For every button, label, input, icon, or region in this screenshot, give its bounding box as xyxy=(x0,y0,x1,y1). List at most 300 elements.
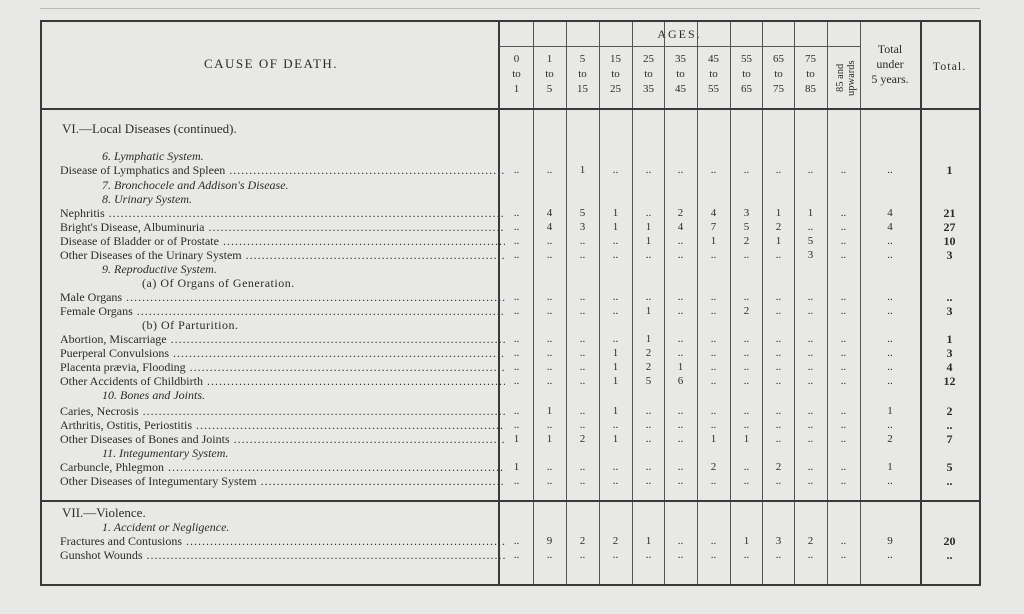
ages-header: AGES. xyxy=(657,27,702,41)
under-5-value-cell: .. xyxy=(887,347,893,359)
subgroup-heading: (a) Of Organs of Generation. xyxy=(142,276,295,290)
age-value-cell: 6 xyxy=(677,375,684,387)
age-value-cell: 4 xyxy=(710,207,717,219)
row-label-text: Placenta prævia, Flooding ..... xyxy=(60,360,505,374)
age-value-cell: 1 xyxy=(612,221,619,233)
age-value-cell: .. xyxy=(513,535,520,547)
total-value-cell: 21 xyxy=(943,206,956,220)
age-value-cell: .. xyxy=(677,461,684,473)
age-value-cell: .. xyxy=(710,405,717,417)
age-value-cell: .. xyxy=(775,405,782,417)
age-value-cell: 1 xyxy=(807,207,814,219)
age-value-cell: .. xyxy=(513,375,520,387)
age-value-cell: 1 xyxy=(743,535,750,547)
age-value-cell: .. xyxy=(743,419,750,431)
age-value-cell: .. xyxy=(677,419,684,431)
age-value-cell: .. xyxy=(743,361,750,373)
age-value-cell: 2 xyxy=(645,361,652,373)
total-value-cell: 3 xyxy=(946,304,953,318)
total-value-cell: 1 xyxy=(946,332,953,346)
age-value-cell: .. xyxy=(513,361,520,373)
age-value-cell: .. xyxy=(612,235,619,247)
age-value-cell: 2 xyxy=(775,221,782,233)
age-value-cell: .. xyxy=(743,347,750,359)
row-label-text: Bright's Disease, Albuminuria ..... xyxy=(60,220,505,234)
age-value-cell: .. xyxy=(546,461,553,473)
age-value-cell: .. xyxy=(546,305,553,317)
age-value-cell: .. xyxy=(645,549,652,561)
age-value-cell: .. xyxy=(579,333,586,345)
age-value-cell: .. xyxy=(513,207,520,219)
mortality-table xyxy=(40,20,981,586)
age-value-cell: .. xyxy=(546,375,553,387)
age-value-cell: .. xyxy=(612,333,619,345)
row-label-text: Gunshot Wounds ..... xyxy=(60,548,505,562)
age-value-cell: 5 xyxy=(807,235,814,247)
age-value-cell: .. xyxy=(775,333,782,345)
age-value-cell: .. xyxy=(579,375,586,387)
age-value-cell: .. xyxy=(612,549,619,561)
age-value-cell: .. xyxy=(710,535,717,547)
category-heading: 8. Urinary System. xyxy=(102,192,192,206)
total-value-cell: 20 xyxy=(943,534,956,548)
cause-of-death-header: CAUSE OF DEATH. xyxy=(203,56,339,71)
age-value-cell: .. xyxy=(743,375,750,387)
age-column-header: 5 to 15 xyxy=(577,53,588,95)
ages-underline xyxy=(499,46,860,47)
age-value-cell: 2 xyxy=(612,535,619,547)
age-value-cell: .. xyxy=(840,535,847,547)
age-value-cell: .. xyxy=(807,405,814,417)
age-value-cell: .. xyxy=(807,164,814,176)
age-value-cell: 1 xyxy=(612,361,619,373)
age-value-cell: .. xyxy=(513,419,520,431)
age-value-cell: .. xyxy=(579,419,586,431)
age-value-cell: 4 xyxy=(546,221,553,233)
age-value-cell: 1 xyxy=(513,461,520,473)
age-value-cell: .. xyxy=(612,305,619,317)
total-value-cell: .. xyxy=(946,548,953,562)
category-heading: 10. Bones and Joints. xyxy=(102,388,205,402)
row-label-text: Other Diseases of Integumentary System ..... xyxy=(60,474,505,488)
row-label-text: Disease of Lymphatics and Spleen ..... xyxy=(60,163,505,177)
under-5-value-cell: 4 xyxy=(887,207,893,219)
age-value-cell: 1 xyxy=(645,535,652,547)
age-value-cell: .. xyxy=(513,249,520,261)
row-label xyxy=(60,163,505,177)
age-value-cell: 5 xyxy=(743,221,750,233)
age-value-cell: 1 xyxy=(546,405,553,417)
age-value-cell: 2 xyxy=(743,235,750,247)
age-value-cell: 2 xyxy=(579,535,586,547)
header-divider xyxy=(42,108,979,110)
under-5-value-cell: 4 xyxy=(887,221,893,233)
age-value-cell: 2 xyxy=(710,461,717,473)
age-value-cell: .. xyxy=(840,221,847,233)
total-header: Total. xyxy=(932,59,967,73)
row-label xyxy=(60,346,505,360)
age-value-cell: 1 xyxy=(612,433,619,445)
under-5-value-cell: .. xyxy=(887,475,893,487)
age-value-cell: .. xyxy=(743,291,750,303)
age-value-cell: .. xyxy=(710,347,717,359)
age-value-cell: .. xyxy=(546,347,553,359)
page-top-edge xyxy=(40,0,980,9)
under-5-value-cell: .. xyxy=(887,375,893,387)
age-value-cell: .. xyxy=(807,333,814,345)
age-value-cell: .. xyxy=(710,549,717,561)
row-label-text: Other Accidents of Childbirth ..... xyxy=(60,374,505,388)
age-value-cell: .. xyxy=(612,419,619,431)
age-value-cell: 1 xyxy=(612,207,619,219)
age-value-cell: 1 xyxy=(645,221,652,233)
age-value-cell: .. xyxy=(710,333,717,345)
row-label xyxy=(60,460,505,474)
age-value-cell: .. xyxy=(612,475,619,487)
age-value-cell: .. xyxy=(743,164,750,176)
row-label-text: Puerperal Convulsions ..... xyxy=(60,346,505,360)
age-value-cell: .. xyxy=(743,405,750,417)
age-value-cell: .. xyxy=(677,305,684,317)
age-value-cell: 4 xyxy=(677,221,684,233)
age-value-cell: .. xyxy=(840,235,847,247)
total-value-cell: 3 xyxy=(946,248,953,262)
age-value-cell: .. xyxy=(775,549,782,561)
total-value-cell: 10 xyxy=(943,234,956,248)
age-value-cell: .. xyxy=(775,475,782,487)
age-value-cell: 1 xyxy=(743,433,750,445)
under-5-value-cell: 9 xyxy=(887,535,893,547)
age-value-cell: .. xyxy=(546,333,553,345)
age-value-cell: .. xyxy=(710,249,717,261)
age-value-cell: .. xyxy=(710,291,717,303)
age-value-cell: .. xyxy=(677,333,684,345)
age-value-cell: .. xyxy=(546,164,553,176)
row-label-text: Other Diseases of the Urinary System ..... xyxy=(60,248,505,262)
age-value-cell: .. xyxy=(546,249,553,261)
age-value-cell: .. xyxy=(579,235,586,247)
age-value-cell: .. xyxy=(612,249,619,261)
subgroup-heading: (b) Of Parturition. xyxy=(142,318,239,332)
age-value-cell: .. xyxy=(513,221,520,233)
age-value-cell: .. xyxy=(546,235,553,247)
row-label-text: Abortion, Miscarriage ..... xyxy=(60,332,505,346)
age-column-header: 55 to 65 xyxy=(741,53,752,95)
section-heading: VI.—Local Diseases (continued). xyxy=(62,121,237,136)
age-value-cell: .. xyxy=(546,419,553,431)
age-value-cell: .. xyxy=(677,433,684,445)
age-value-cell: 1 xyxy=(513,433,520,445)
age-value-cell: .. xyxy=(579,549,586,561)
age-value-cell: .. xyxy=(775,419,782,431)
age-value-cell: 1 xyxy=(710,235,717,247)
age-value-cell: 5 xyxy=(645,375,652,387)
age-value-cell: .. xyxy=(677,235,684,247)
age-value-cell: .. xyxy=(579,305,586,317)
total-value-cell: 4 xyxy=(946,360,953,374)
age-value-cell: .. xyxy=(677,291,684,303)
total-value-cell: 27 xyxy=(943,220,956,234)
age-value-cell: .. xyxy=(579,291,586,303)
category-heading: 7. Bronchocele and Addison's Disease. xyxy=(102,178,289,192)
age-value-cell: 1 xyxy=(677,361,684,373)
age-value-cell: 1 xyxy=(645,305,652,317)
under-5-value-cell: 2 xyxy=(887,433,893,445)
age-value-cell: 3 xyxy=(807,249,814,261)
total-value-cell: 12 xyxy=(943,374,956,388)
age-value-cell: .. xyxy=(645,405,652,417)
under-5-value-cell: .. xyxy=(887,333,893,345)
age-value-cell: .. xyxy=(807,375,814,387)
row-label xyxy=(60,474,505,488)
under-5-value-cell: .. xyxy=(887,249,893,261)
age-column-header: 85 and upwards xyxy=(835,60,857,96)
age-value-cell: .. xyxy=(840,164,847,176)
age-column-header: 25 to 35 xyxy=(643,53,654,95)
age-value-cell: .. xyxy=(710,305,717,317)
row-label xyxy=(60,534,505,548)
under-5-value-cell: .. xyxy=(887,549,893,561)
age-value-cell: .. xyxy=(807,549,814,561)
total-value-cell: 5 xyxy=(946,460,953,474)
row-label xyxy=(60,248,505,262)
age-value-cell: .. xyxy=(513,549,520,561)
age-value-cell: 1 xyxy=(710,433,717,445)
age-value-cell: 1 xyxy=(612,375,619,387)
age-value-cell: .. xyxy=(775,164,782,176)
age-value-cell: .. xyxy=(513,347,520,359)
age-value-cell: 4 xyxy=(546,207,553,219)
age-value-cell: .. xyxy=(840,549,847,561)
age-value-cell: .. xyxy=(840,433,847,445)
age-value-cell: .. xyxy=(546,291,553,303)
age-value-cell: .. xyxy=(546,549,553,561)
age-value-cell: .. xyxy=(645,433,652,445)
total-value-cell: .. xyxy=(946,474,953,488)
age-value-cell: .. xyxy=(840,361,847,373)
age-column-header: 15 to 25 xyxy=(610,53,621,95)
total-value-cell: 2 xyxy=(946,404,953,418)
row-label-text: Other Diseases of Bones and Joints ..... xyxy=(60,432,505,446)
age-value-cell: 2 xyxy=(743,305,750,317)
age-value-cell: .. xyxy=(807,221,814,233)
age-value-cell: .. xyxy=(546,475,553,487)
row-label xyxy=(60,374,505,388)
row-label-text: Caries, Necrosis ..... xyxy=(60,404,505,418)
age-value-cell: .. xyxy=(840,291,847,303)
age-value-cell: .. xyxy=(710,361,717,373)
age-value-cell: .. xyxy=(840,475,847,487)
row-label xyxy=(60,432,505,446)
age-value-cell: .. xyxy=(579,461,586,473)
age-value-cell: .. xyxy=(710,164,717,176)
age-value-cell: .. xyxy=(807,461,814,473)
row-label xyxy=(60,418,505,432)
age-value-cell: .. xyxy=(677,405,684,417)
age-value-cell: .. xyxy=(677,164,684,176)
age-value-cell: .. xyxy=(840,405,847,417)
row-label-text: Carbuncle, Phlegmon ..... xyxy=(60,460,505,474)
age-value-cell: .. xyxy=(840,461,847,473)
age-column-header: 45 to 55 xyxy=(708,53,719,95)
row-label xyxy=(60,206,505,220)
age-value-cell: .. xyxy=(775,305,782,317)
age-value-cell: .. xyxy=(807,347,814,359)
age-column-header: 1 to 5 xyxy=(545,53,554,95)
total-value-cell: 7 xyxy=(946,432,953,446)
age-value-cell: .. xyxy=(579,347,586,359)
under-5-value-cell: .. xyxy=(887,305,893,317)
age-value-cell: .. xyxy=(775,375,782,387)
age-value-cell: 1 xyxy=(645,333,652,345)
row-label xyxy=(60,304,505,318)
age-value-cell: .. xyxy=(513,405,520,417)
category-heading: 6. Lymphatic System. xyxy=(102,149,204,163)
age-column-header: 0 to 1 xyxy=(512,53,521,95)
total-value-cell: .. xyxy=(946,418,953,432)
category-heading: 9. Reproductive System. xyxy=(102,262,217,276)
age-value-cell: .. xyxy=(645,291,652,303)
age-value-cell: 5 xyxy=(579,207,586,219)
age-value-cell: .. xyxy=(807,305,814,317)
age-value-cell: 2 xyxy=(645,347,652,359)
age-value-cell: .. xyxy=(513,305,520,317)
age-value-cell: 2 xyxy=(677,207,684,219)
age-value-cell: .. xyxy=(579,475,586,487)
age-value-cell: .. xyxy=(710,419,717,431)
row-label xyxy=(60,548,505,562)
row-label-text: Nephritis ..... xyxy=(60,206,505,220)
under-5-value-cell: .. xyxy=(887,291,893,303)
age-value-cell: .. xyxy=(710,475,717,487)
total-value-cell: 1 xyxy=(946,163,953,177)
under-5-value-cell: 1 xyxy=(887,405,893,417)
age-value-cell: 9 xyxy=(546,535,553,547)
age-value-cell: 3 xyxy=(775,535,782,547)
age-value-cell: .. xyxy=(513,291,520,303)
under-5-value-cell: 1 xyxy=(887,461,893,473)
row-label-text: Female Organs ..... xyxy=(60,304,505,318)
under-5-value-cell: .. xyxy=(887,361,893,373)
age-value-cell: .. xyxy=(612,461,619,473)
age-value-cell: 7 xyxy=(710,221,717,233)
age-value-cell: .. xyxy=(513,475,520,487)
age-value-cell: 1 xyxy=(645,235,652,247)
age-value-cell: .. xyxy=(546,361,553,373)
age-value-cell: .. xyxy=(677,475,684,487)
row-label xyxy=(60,234,505,248)
age-value-cell: .. xyxy=(743,475,750,487)
row-label-text: Fractures and Contusions ..... xyxy=(60,534,505,548)
row-label-text: Disease of Bladder or of Prostate ..... xyxy=(60,234,505,248)
total-value-cell: .. xyxy=(946,290,953,304)
age-column-header: 75 to 85 xyxy=(805,53,816,95)
age-value-cell: .. xyxy=(840,375,847,387)
row-label xyxy=(60,332,505,346)
total-under-5-header: Total under 5 years. xyxy=(871,42,909,86)
age-value-cell: .. xyxy=(807,361,814,373)
age-column-header: 65 to 75 xyxy=(773,53,784,95)
age-value-cell: .. xyxy=(743,249,750,261)
age-value-cell: 2 xyxy=(579,433,586,445)
age-value-cell: 2 xyxy=(775,461,782,473)
row-label-text: Arthritis, Ostitis, Periostitis ..... xyxy=(60,418,505,432)
age-value-cell: .. xyxy=(579,249,586,261)
age-value-cell: .. xyxy=(840,347,847,359)
age-value-cell: .. xyxy=(807,433,814,445)
age-value-cell: .. xyxy=(840,419,847,431)
age-value-cell: .. xyxy=(840,305,847,317)
age-value-cell: .. xyxy=(579,405,586,417)
age-value-cell: .. xyxy=(677,347,684,359)
age-column-header: 35 to 45 xyxy=(675,53,686,95)
age-value-cell: .. xyxy=(645,249,652,261)
age-value-cell: .. xyxy=(710,375,717,387)
age-value-cell: 2 xyxy=(807,535,814,547)
age-value-cell: .. xyxy=(743,461,750,473)
age-value-cell: 1 xyxy=(775,207,782,219)
age-value-cell: .. xyxy=(840,249,847,261)
row-label xyxy=(60,220,505,234)
row-label xyxy=(60,404,505,418)
row-label-text: Male Organs ..... xyxy=(60,290,505,304)
age-value-cell: .. xyxy=(645,475,652,487)
age-value-cell: .. xyxy=(807,475,814,487)
age-value-cell: .. xyxy=(807,419,814,431)
age-value-cell: .. xyxy=(743,333,750,345)
age-value-cell: 3 xyxy=(743,207,750,219)
under-5-value-cell: .. xyxy=(887,235,893,247)
age-value-cell: 1 xyxy=(612,405,619,417)
category-heading: 11. Integumentary System. xyxy=(102,446,229,460)
age-value-cell: .. xyxy=(677,249,684,261)
age-value-cell: .. xyxy=(677,549,684,561)
age-value-cell: .. xyxy=(677,535,684,547)
age-value-cell: .. xyxy=(743,549,750,561)
age-value-cell: .. xyxy=(775,249,782,261)
age-value-cell: .. xyxy=(840,333,847,345)
age-value-cell: .. xyxy=(612,164,619,176)
section-heading: VII.—Violence. xyxy=(62,505,146,520)
age-value-cell: .. xyxy=(840,207,847,219)
section-divider xyxy=(42,500,979,502)
age-value-cell: 3 xyxy=(579,221,586,233)
age-value-cell: .. xyxy=(645,207,652,219)
age-value-cell: 1 xyxy=(546,433,553,445)
age-value-cell: .. xyxy=(807,291,814,303)
age-value-cell: .. xyxy=(645,164,652,176)
age-value-cell: .. xyxy=(513,235,520,247)
age-value-cell: 1 xyxy=(579,164,586,176)
age-value-cell: .. xyxy=(775,347,782,359)
age-value-cell: .. xyxy=(775,291,782,303)
age-value-cell: .. xyxy=(513,164,520,176)
age-value-cell: .. xyxy=(513,333,520,345)
age-value-cell: .. xyxy=(645,461,652,473)
age-value-cell: .. xyxy=(579,361,586,373)
age-value-cell: 1 xyxy=(612,347,619,359)
total-value-cell: 3 xyxy=(946,346,953,360)
row-label xyxy=(60,360,505,374)
row-label xyxy=(60,290,505,304)
category-heading: 1. Accident or Negligence. xyxy=(102,520,230,534)
under-5-value-cell: .. xyxy=(887,164,893,176)
under-5-value-cell: .. xyxy=(887,419,893,431)
age-value-cell: .. xyxy=(775,433,782,445)
age-value-cell: .. xyxy=(775,361,782,373)
age-value-cell: 1 xyxy=(775,235,782,247)
age-value-cell: .. xyxy=(612,291,619,303)
